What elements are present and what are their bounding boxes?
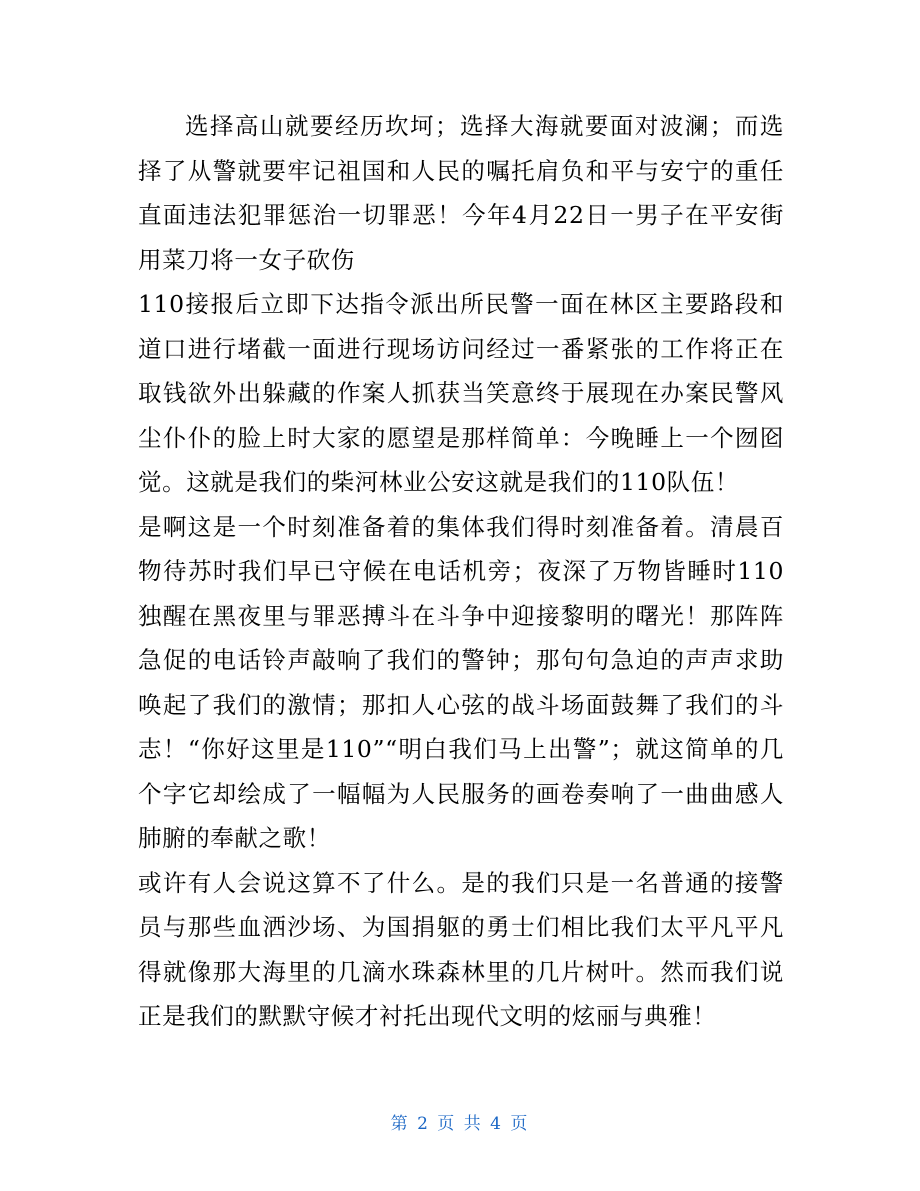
paragraph-2: 110接报后立即下达指令派出所民警一面在林区主要路段和道口进行堵截一面进行现场访问经过一番紧张的工作将正在取钱欲外出躲藏的作案人抓获当笑意终于展现在办案民警风尘仆仆的脸上时大家的愿望是那样简单：今晚睡上一个囫囵觉。这就是我们的柴河林业公安这就是我们的110队伍！ <box>138 290 784 496</box>
paragraph-3: 是啊这是一个时刻准备着的集体我们得时刻准备着。清晨百物待苏时我们早已守候在电话机旁；夜深了万物皆睡时110独醒在黑夜里与罪恶搏斗在斗争中迎接黎明的曙光！那阵阵急促的电话铃声敲响了我们的警钟；那句句急迫的声声求助唤起了我们的激情；那扣人心弦的战斗场面鼓舞了我们的斗志！“你好这里是110”“明白我们马上出警”；就这简单的几个字它却绘成了一幅幅为人民服务的画卷奏响了一曲曲感人肺腑的奉献之歌！ <box>138 512 784 852</box>
page-number-footer: 第 2 页 共 4 页 <box>390 1114 530 1134</box>
document-body <box>138 104 784 1039</box>
paragraph-1: 选择高山就要经历坎坷；选择大海就要面对波澜；而选择了从警就要牢记祖国和人民的嘱托肩负和平与安宁的重任直面违法犯罪惩治一切罪恶！今年4月22日一男子在平安街用菜刀将一女子砍伤 <box>138 112 784 274</box>
paragraph-4: 或许有人会说这算不了什么。是的我们只是一名普通的接警员与那些血洒沙场、为国捐躯的勇士们相比我们太平凡平凡得就像那大海里的几滴水珠森林里的几片树叶。然而我们说正是我们的默默守候才衬托出现代文明的炫丽与典雅！ <box>138 868 784 1030</box>
